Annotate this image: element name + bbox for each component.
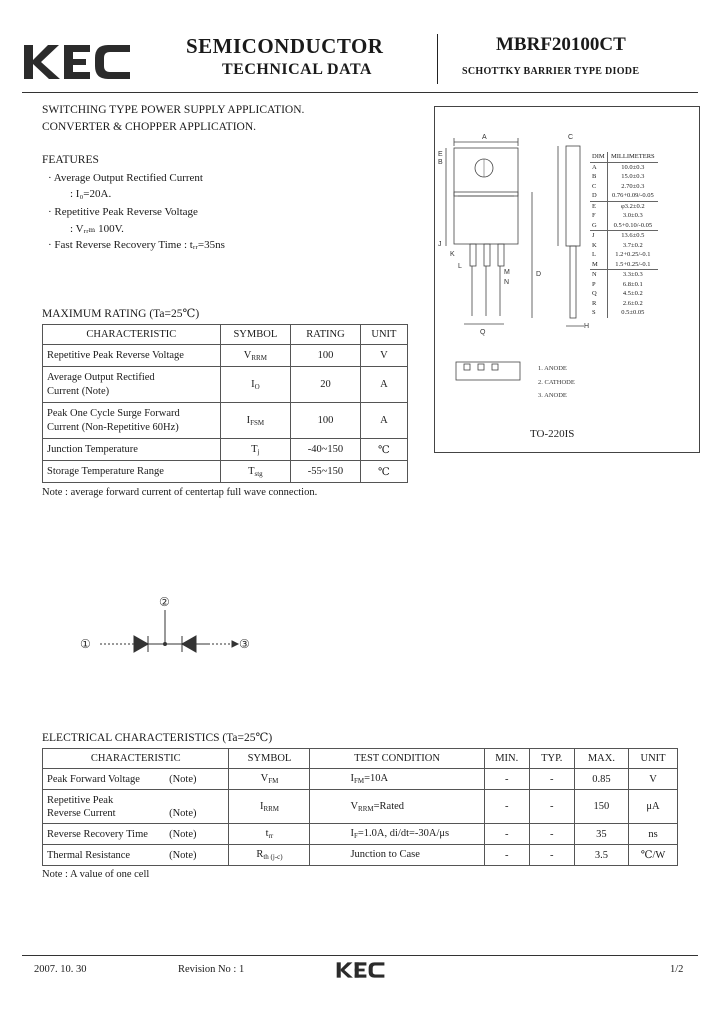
cell-symbol: $I_O$ [220, 367, 290, 403]
dim-letter-h: H [584, 323, 590, 330]
cell-min: - [484, 824, 529, 845]
dim-row: G 0.5+0.10/-0.05 [590, 221, 658, 231]
dim-row: A 10.0±0.3 [590, 162, 658, 172]
cell-max: 3.5 [574, 845, 628, 866]
cell-rating: -40~150 [291, 439, 361, 461]
table-row [43, 845, 678, 866]
cell-char: Peak Forward Voltage (Note) [43, 769, 229, 790]
table-row [43, 824, 678, 845]
cell-condition: $I_{FM}=10A$ [310, 769, 484, 790]
cell-typ: - [529, 824, 574, 845]
kec-logo [22, 42, 134, 82]
cell-typ: - [529, 790, 574, 824]
feature-value-2: : Vᵣᵣₘ 100V. [70, 223, 124, 235]
dim-row: C 2.70±0.3 [590, 182, 658, 192]
application-line-2: CONVERTER & CHOPPER APPLICATION. [42, 121, 257, 133]
device-type: SCHOTTKY BARRIER TYPE DIODE [462, 66, 640, 77]
cell-char: Junction Temperature [43, 439, 221, 461]
dim-row: M 1.5+0.25/-0.1 [590, 260, 658, 270]
cell-rating: 100 [291, 345, 361, 367]
dim-row: E φ3.2±0.2 [590, 201, 658, 211]
col-unit: UNIT [360, 325, 407, 345]
cell-symbol: $T_j$ [220, 439, 290, 461]
dim-row: J 13.6±0.5 [590, 231, 658, 241]
cell-unit: V [360, 345, 407, 367]
cell-unit: ℃/W [629, 845, 678, 866]
cell-unit: ℃ [360, 439, 407, 461]
pin-3-label: ③ [239, 637, 250, 651]
cell-symbol: $V_{FM}$ [229, 769, 310, 790]
col-max: MAX. [574, 749, 628, 769]
cell-unit: ns [629, 824, 678, 845]
dim-row: L 1.2+0.25/-0.1 [590, 250, 658, 260]
cell-min: - [484, 790, 529, 824]
footer-kec-logo [334, 961, 388, 979]
diode-1-icon [134, 636, 148, 652]
cell-max: 35 [574, 824, 628, 845]
cell-max: 0.85 [574, 769, 628, 790]
pin-1-label: ① [80, 637, 91, 651]
dim-row: F 3.0±0.3 [590, 211, 658, 221]
table-header-row [43, 749, 678, 769]
dim-col-mm: MILLIMETERS [607, 152, 658, 162]
col-symbol: SYMBOL [220, 325, 290, 345]
dim-row: B 15.0±0.3 [590, 172, 658, 182]
cell-char: Peak One Cycle Surge Forward Current (Non-Repetitive 60Hz) [43, 403, 221, 439]
pin-label-anode-3: 3. ANODE [538, 392, 567, 399]
feature-item-3: · Fast Reverse Recovery Time : tᵣᵣ=35ns [48, 239, 225, 251]
dim-letter-q: Q [480, 329, 486, 336]
dim-row: Q 4.5±0.2 [590, 289, 658, 299]
dim-row: P 6.8±0.1 [590, 280, 658, 290]
col-symbol: SYMBOL [229, 749, 310, 769]
pin-label-anode-1: 1. ANODE [538, 365, 567, 372]
feature-value-1: : I₀=20A. [70, 188, 112, 200]
cell-symbol: $I_{RRM}$ [229, 790, 310, 824]
dim-row: R 2.6±0.2 [590, 299, 658, 309]
dimension-table [590, 152, 658, 318]
dim-letter-d: D [536, 271, 542, 278]
cell-char: Average Output Rectified Current (Note) [43, 367, 221, 403]
table-row [43, 769, 678, 790]
cell-rating: 20 [291, 367, 361, 403]
table-header-row [43, 325, 408, 345]
dim-letter-j: J [438, 241, 442, 248]
dim-col-label: DIM [590, 152, 607, 162]
pin-label-cathode: 2. CATHODE [538, 379, 575, 386]
table-row [43, 439, 408, 461]
col-characteristic: CHARACTERISTIC [43, 325, 221, 345]
table-row [43, 790, 678, 824]
cell-unit: A [360, 403, 407, 439]
header-divider [437, 34, 438, 84]
dim-letter-a: A [482, 134, 487, 141]
dim-header-row [590, 152, 658, 162]
dim-row: S 0.5±0.05 [590, 308, 658, 318]
cell-unit: V [629, 769, 678, 790]
footer-date: 2007. 10. 30 [34, 964, 87, 975]
dim-letter-e: E [438, 151, 443, 158]
cell-char: Repetitive Peak Reverse Voltage [43, 345, 221, 367]
feature-item-1: · Average Output Rectified Current [48, 172, 203, 184]
dim-letter-m: M [504, 269, 510, 276]
electrical-title: ELECTRICAL CHARACTERISTICS (Ta=25℃) [42, 732, 273, 744]
header-title: SEMICONDUCTOR [186, 34, 384, 58]
header-subtitle: TECHNICAL DATA [222, 61, 372, 78]
feature-item-2: · Repetitive Peak Reverse Voltage [48, 206, 198, 218]
circuit-diagram [76, 594, 266, 658]
package-name: TO-220IS [530, 428, 575, 440]
cell-typ: - [529, 769, 574, 790]
cell-symbol: $I_{FSM}$ [220, 403, 290, 439]
max-rating-table [42, 324, 408, 483]
col-min: MIN. [484, 749, 529, 769]
cell-char: Repetitive Peak Reverse Current (Note) [43, 790, 229, 824]
cell-condition: $I_F=1.0A$, di/dt=-30A/μs [310, 824, 484, 845]
diode-2-icon [182, 636, 196, 652]
application-line-1: SWITCHING TYPE POWER SUPPLY APPLICATION. [42, 104, 305, 116]
dim-letter-n: N [504, 279, 510, 286]
cell-symbol: $R_{th (j-c)}$ [229, 845, 310, 866]
cell-condition: $V_{RRM}=Rated$ [310, 790, 484, 824]
dim-row: K 3.7±0.2 [590, 241, 658, 251]
footer-page-number: 1/2 [670, 964, 684, 975]
col-test-condition: TEST CONDITION [310, 749, 484, 769]
cell-max: 150 [574, 790, 628, 824]
dim-letter-l: L [458, 263, 462, 270]
pin-2-label: ② [159, 595, 170, 609]
table-row [43, 403, 408, 439]
cell-min: - [484, 845, 529, 866]
cell-char: Reverse Recovery Time (Note) [43, 824, 229, 845]
electrical-note: Note : A value of one cell [42, 869, 150, 880]
cell-min: - [484, 769, 529, 790]
features-heading: FEATURES [42, 154, 99, 166]
cell-typ: - [529, 845, 574, 866]
cell-unit: ℃ [360, 461, 407, 483]
cell-unit: μA [629, 790, 678, 824]
col-unit: UNIT [629, 749, 678, 769]
cell-symbol: $T_{stg}$ [220, 461, 290, 483]
header-rule [22, 92, 698, 93]
cell-symbol: $V_{RRM}$ [220, 345, 290, 367]
table-row [43, 345, 408, 367]
electrical-table [42, 748, 678, 866]
cell-symbol: $t_{rr}$ [229, 824, 310, 845]
cell-condition: Junction to Case [310, 845, 484, 866]
cell-char: Thermal Resistance (Note) [43, 845, 229, 866]
table-row [43, 367, 408, 403]
footer-rule [22, 955, 698, 956]
max-rating-note: Note : average forward current of centertap full wave connection. [42, 487, 318, 498]
dim-row: D 0.76+0.09/-0.05 [590, 191, 658, 201]
col-rating: RATING [291, 325, 361, 345]
col-typ: TYP. [529, 749, 574, 769]
cell-rating: -55~150 [291, 461, 361, 483]
footer-revision: Revision No : 1 [178, 964, 245, 975]
dim-letter-b: B [438, 159, 443, 166]
cell-rating: 100 [291, 403, 361, 439]
dim-letter-c: C [568, 134, 574, 141]
dim-letter-k: K [450, 251, 455, 258]
dim-row: N 3.3±0.3 [590, 270, 658, 280]
max-rating-title: MAXIMUM RATING (Ta=25℃) [42, 308, 200, 320]
package-drawing [434, 106, 698, 451]
cell-unit: A [360, 367, 407, 403]
col-characteristic: CHARACTERISTIC [43, 749, 229, 769]
table-row [43, 461, 408, 483]
part-number: MBRF20100CT [496, 34, 626, 55]
cell-char: Storage Temperature Range [43, 461, 221, 483]
